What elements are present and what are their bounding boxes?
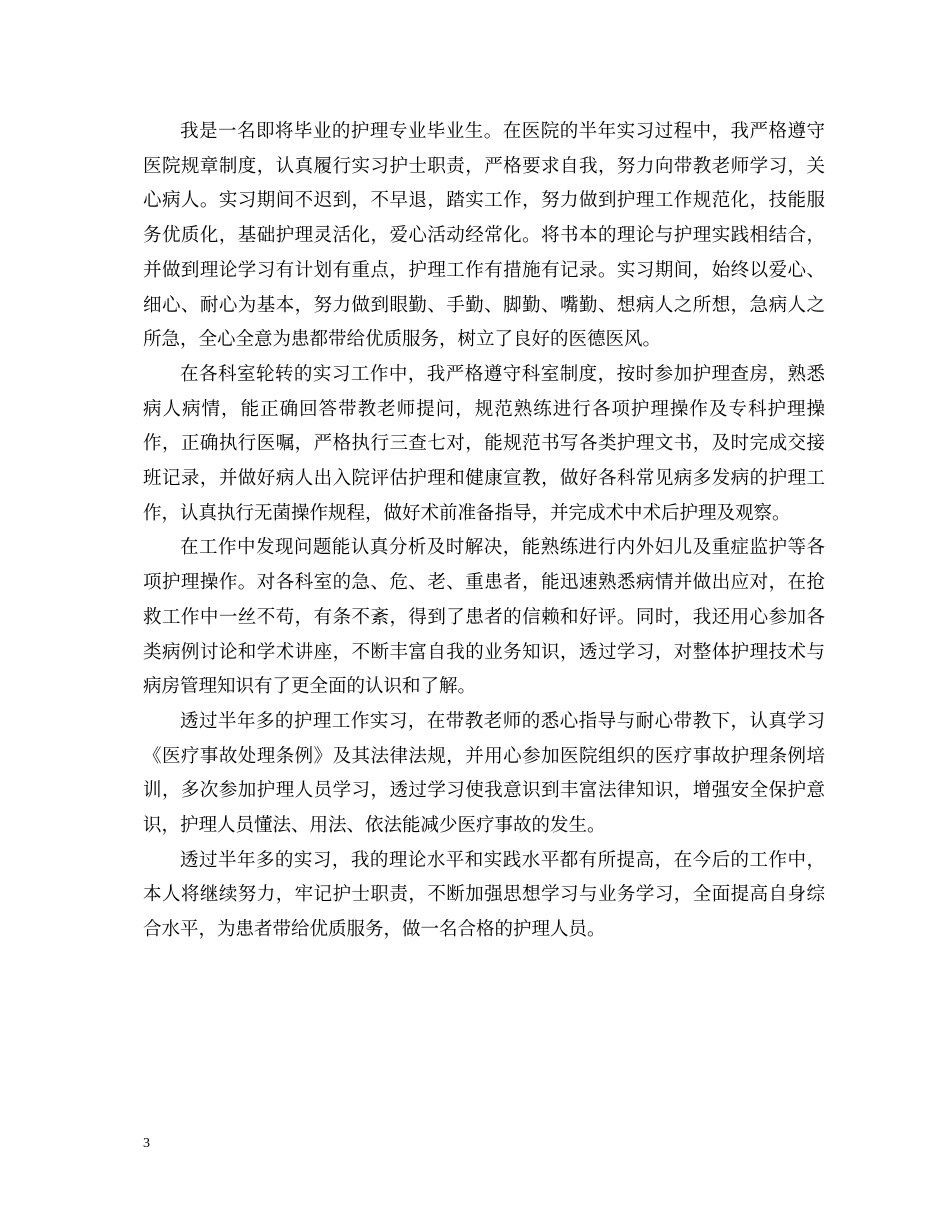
paragraph-3: 在工作中发现问题能认真分析及时解决，能熟练进行内外妇儿及重症监护等各项护理操作。对各科室的急、危、老、重患者，能迅速熟悉病情并做出应对，在抢救工作中一丝不苟，有条不紊，得到了患者的信赖和好评。同时，我还用心参加各类病例讨论和学术讲座，不断丰富自我的业务知识，透过学习，对整体护理技术与病房管理知识有了更全面的认识和了解。: [143, 537, 825, 698]
paragraph-4: 透过半年多的护理工作实习，在带教老师的悉心指导与耐心带教下，认真学习《医疗事故处理条例》及其法律法规，并用心参加医院组织的医疗事故护理条例培训，多次参加护理人员学习，透过学习使我意识到丰富法律知识，增强安全保护意识，护理人员懂法、用法、依法能减少医疗事故的发生。: [143, 710, 825, 837]
paragraph-1: 我是一名即将毕业的护理专业毕业生。在医院的半年实习过程中，我严格遵守医院规章制度，认真履行实习护士职责，严格要求自我，努力向带教老师学习，关心病人。实习期间不迟到，不早退，踏实工作，努力做到护理工作规范化，技能服务优质化，基础护理灵活化，爱心活动经常化。将书本的理论与护理实践相结合，并做到理论学习有计划有重点，护理工作有措施有记录。实习期间，始终以爱心、细心、耐心为基本，努力做到眼勤、手勤、脚勤、嘴勤、想病人之所想，急病人之所急，全心全意为患都带给优质服务，树立了良好的医德医风。: [143, 121, 825, 351]
paragraph-5: 透过半年多的实习，我的理论水平和实践水平都有所提高，在今后的工作中，本人将继续努力，牢记护士职责，不断加强思想学习与业务学习，全面提高自身综合水平，为患者带给优质服务，做一名合格的护理人员。: [143, 849, 825, 941]
paragraph-2: 在各科室轮转的实习工作中，我严格遵守科室制度，按时参加护理查房，熟悉病人病情，能正确回答带教老师提问，规范熟练进行各项护理操作及专科护理操作，正确执行医嘱，严格执行三查七对，能规范书写各类护理文书，及时完成交接班记录，并做好病人出入院评估护理和健康宣教，做好各科常见病多发病的护理工作，认真执行无菌操作规程，做好术前准备指导，并完成术中术后护理及观察。: [143, 363, 825, 524]
document-body: [143, 115, 825, 948]
page-number: 3: [143, 1136, 150, 1151]
